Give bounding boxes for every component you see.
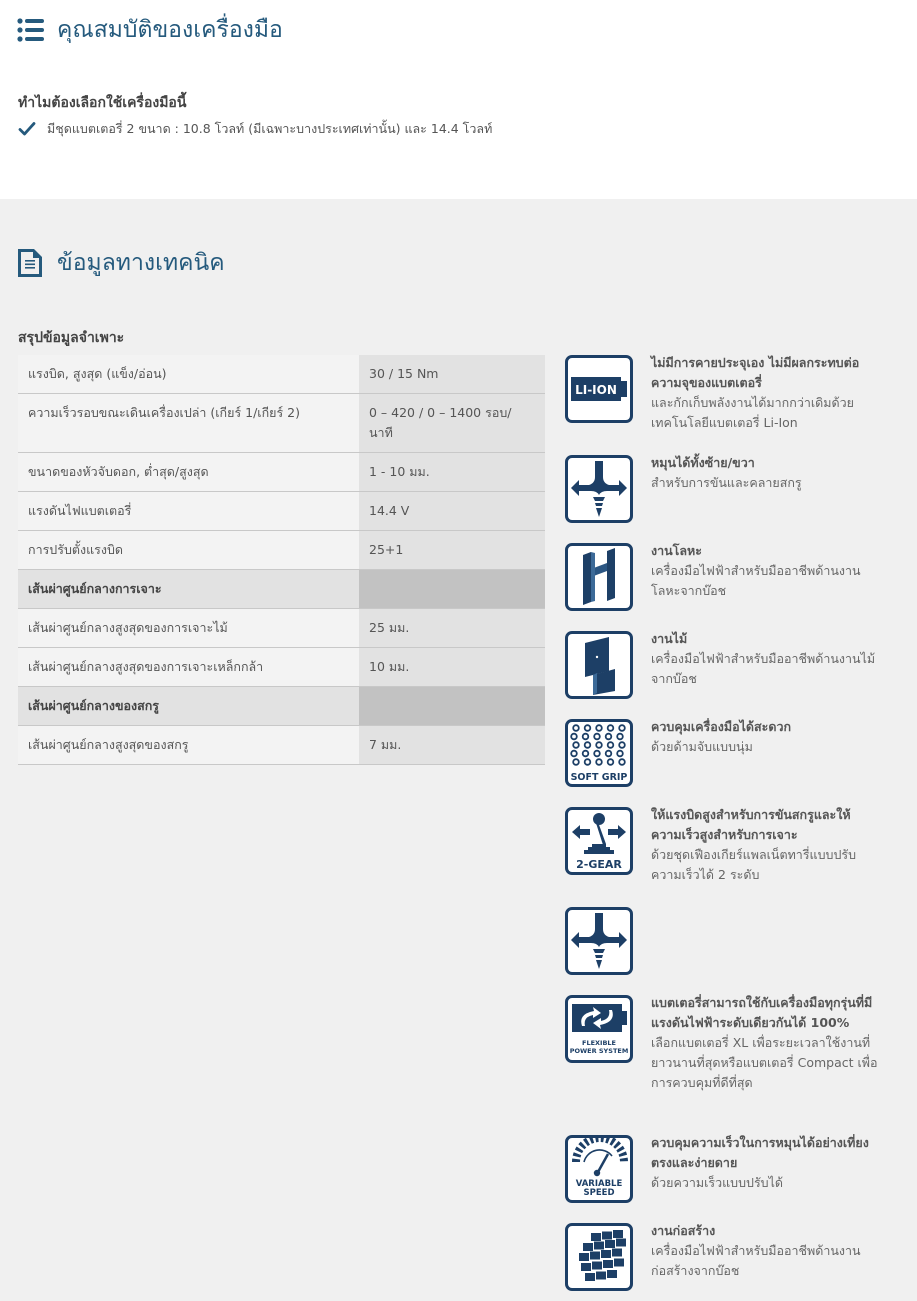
brick xyxy=(607,1270,617,1278)
spec-value: 30 / 15 Nm xyxy=(359,355,545,394)
feature-title: ไม่มีการคายประจุเอง ไม่มีผลกระทบต่อความจุของแบตเตอรี่ xyxy=(651,355,860,390)
feature-item xyxy=(565,455,895,523)
spec-value: 0 – 420 / 0 – 1400 รอบ/นาที xyxy=(359,394,545,453)
feature-item xyxy=(565,807,895,885)
grip-dot xyxy=(594,751,600,757)
metal-work-icon xyxy=(565,543,633,611)
table-row xyxy=(18,531,545,570)
grip-dot xyxy=(583,734,589,740)
spec-value: 10 มม. xyxy=(359,648,545,687)
icon-label: VARIABLE xyxy=(575,1179,623,1189)
feature-item xyxy=(565,1223,895,1291)
feature-title: หมุนได้ทั้งซ้าย/ขวา xyxy=(651,455,755,470)
grip-dot xyxy=(585,759,591,765)
grip-dot xyxy=(585,725,591,731)
brick xyxy=(616,1239,626,1247)
grip-dot xyxy=(608,725,614,731)
table-group-row xyxy=(18,687,545,726)
spec-label: ความเร็วรอบขณะเดินเครื่องเปล่า (เกียร์ 1/เกียร์ 2) xyxy=(18,394,359,453)
icon-label: SPEED xyxy=(583,1188,615,1198)
table-row xyxy=(18,648,545,687)
grip-dot xyxy=(573,759,579,765)
list-icon xyxy=(17,15,47,45)
grip-dot xyxy=(596,742,602,748)
feature-desc: ด้วยความเร็วแบบปรับได้ xyxy=(651,1175,784,1190)
spec-label: เส้นผ่าศูนย์กลางสูงสุดของสกรู xyxy=(18,726,359,765)
feature-item xyxy=(565,631,895,699)
spec-group-label: เส้นผ่าศูนย์กลางการเจาะ xyxy=(18,570,359,609)
feature-desc: เครื่องมือไฟฟ้าสำหรับมืออาชีพด้านงานก่อสร้างจากบ๊อช xyxy=(651,1243,861,1278)
spec-value: 14.4 V xyxy=(359,492,545,531)
grip-dot xyxy=(596,725,602,731)
table-row xyxy=(18,492,545,531)
table-row xyxy=(18,453,545,492)
feature-item xyxy=(565,719,895,787)
tech-section-header xyxy=(17,245,225,281)
why-item-text: มีชุดแบตเตอรี่ 2 ขนาด : 10.8 โวลท์ (มีเฉพาะบางประเทศเท่านั้น) และ 14.4 โวลท์ xyxy=(47,121,493,136)
rotation-left-right-icon xyxy=(565,907,633,975)
feature-title: ให้แรงบิดสูงสำหรับการขันสกรูและให้ความเร็วสูงสำหรับการเจาะ xyxy=(651,807,851,842)
variable-speed-icon xyxy=(565,1135,633,1203)
feature-item xyxy=(565,1135,895,1203)
feature-desc: และกักเก็บพลังงานได้มากกว่าเดิมด้วยเทคโนโลยีแบตเตอรี่ Li-Ion xyxy=(651,395,854,430)
li-ion-battery-icon xyxy=(565,355,633,423)
brick xyxy=(601,1250,611,1258)
checkmark-icon xyxy=(18,120,36,138)
icon-label: LI-ION xyxy=(575,383,617,397)
grip-dot xyxy=(583,751,589,757)
spec-value xyxy=(359,687,545,726)
brick xyxy=(583,1243,593,1251)
feature-desc: เครื่องมือไฟฟ้าสำหรับมืออาชีพด้านงานโลหะจากบ๊อช xyxy=(651,563,861,598)
spec-value: 7 มม. xyxy=(359,726,545,765)
spec-summary-heading: สรุปข้อมูลจำเพาะ xyxy=(18,330,125,346)
feature-item xyxy=(565,995,895,1093)
brick xyxy=(585,1273,595,1281)
feature-desc: เลือกแบตเตอรี่ XL เพื่อระยะเวลาใช้งานที่ยาวนานที่สุดหรือแบตเตอรี่ Compact เพื่อการควบคุมที่ดีที่สุด xyxy=(651,1035,878,1090)
spec-value: 25 มม. xyxy=(359,609,545,648)
feature-item xyxy=(565,355,895,433)
spec-label: เส้นผ่าศูนย์กลางสูงสุดของการเจาะไม้ xyxy=(18,609,359,648)
table-row xyxy=(18,394,545,453)
spec-label: การปรับตั้งแรงบิด xyxy=(18,531,359,570)
table-row xyxy=(18,726,545,765)
grip-dot xyxy=(617,751,623,757)
wood-work-icon xyxy=(565,631,633,699)
two-gear-icon xyxy=(565,807,633,875)
icon-label: 2-GEAR xyxy=(576,858,622,871)
tool-features-section xyxy=(0,0,917,199)
grip-dot xyxy=(608,742,614,748)
brick xyxy=(591,1233,601,1241)
grip-dot xyxy=(608,759,614,765)
brick xyxy=(602,1232,612,1240)
brick xyxy=(590,1252,600,1260)
spec-group-label: เส้นผ่าศูนย์กลางของสกรู xyxy=(18,687,359,726)
spec-label: แรงบิด, สูงสุด (แข็ง/อ่อน) xyxy=(18,355,359,394)
icon-label: POWER SYSTEM xyxy=(569,1047,629,1055)
features-section-title: คุณสมบัติของเครื่องมือ xyxy=(57,17,283,43)
spec-label: เส้นผ่าศูนย์กลางสูงสุดของการเจาะเหล็กกล้า xyxy=(18,648,359,687)
why-list-item xyxy=(18,119,492,139)
table-row xyxy=(18,609,545,648)
brick xyxy=(613,1230,623,1238)
feature-item xyxy=(565,907,895,975)
brick xyxy=(592,1262,602,1270)
brick xyxy=(603,1260,613,1268)
icon-label: SOFT GRIP xyxy=(570,772,628,783)
spec-label: ขนาดของหัวจับดอก, ต่ำสุด/สูงสุด xyxy=(18,453,359,492)
rotation-left-right-icon xyxy=(565,455,633,523)
brick xyxy=(614,1259,624,1267)
grip-dot xyxy=(573,725,579,731)
flexible-power-system-icon xyxy=(565,995,633,1063)
brick xyxy=(594,1242,604,1250)
brick xyxy=(612,1249,622,1257)
feature-desc: ด้วยชุดเฟืองเกียร์แพลเน็ตทารี่แบบปรับความเร็วได้ 2 ระดับ xyxy=(651,847,857,882)
feature-title: แบตเตอรี่สามารถใช้กับเครื่องมือทุกรุ่นที่มีแรงดันไฟฟ้าระดับเดียวกันได้ 100% xyxy=(651,995,873,1030)
spec-value: 25+1 xyxy=(359,531,545,570)
feature-title: งานโลหะ xyxy=(651,543,702,558)
why-heading: ทำไมต้องเลือกใช้เครื่องมือนี้ xyxy=(18,95,187,111)
grip-dot xyxy=(594,734,600,740)
masonry-work-icon xyxy=(565,1223,633,1291)
grip-dot xyxy=(619,742,625,748)
brick xyxy=(596,1272,606,1280)
spec-label: แรงดันไฟแบตเตอรี่ xyxy=(18,492,359,531)
spec-value: 1 - 10 มม. xyxy=(359,453,545,492)
tech-section-title: ข้อมูลทางเทคนิค xyxy=(57,250,225,276)
feature-desc: ด้วยด้ามจับแบบนุ่ม xyxy=(651,739,753,754)
grip-dot xyxy=(571,751,577,757)
icon-label: FLEXIBLE xyxy=(582,1039,616,1047)
grip-dot xyxy=(606,751,612,757)
spec-table xyxy=(18,355,545,765)
brick xyxy=(605,1240,615,1248)
grip-dot xyxy=(619,759,625,765)
feature-desc: เครื่องมือไฟฟ้าสำหรับมืออาชีพด้านงานไม้จากบ๊อช xyxy=(651,651,876,686)
grip-dot xyxy=(573,742,579,748)
soft-grip-icon xyxy=(565,719,633,787)
grip-dot xyxy=(606,734,612,740)
brick xyxy=(581,1263,591,1271)
grip-dot xyxy=(619,725,625,731)
feature-title: งานไม้ xyxy=(651,631,688,646)
table-group-row xyxy=(18,570,545,609)
grip-dot xyxy=(596,759,602,765)
feature-title: งานก่อสร้าง xyxy=(651,1223,716,1238)
technical-data-section xyxy=(0,199,917,1301)
grip-dot xyxy=(571,734,577,740)
features-section-header xyxy=(17,12,283,48)
brick xyxy=(579,1253,589,1261)
grip-dot xyxy=(585,742,591,748)
spec-value xyxy=(359,570,545,609)
grip-dot xyxy=(617,734,623,740)
table-row xyxy=(18,355,545,394)
document-icon xyxy=(17,248,47,278)
feature-item xyxy=(565,543,895,611)
feature-desc: สำหรับการขันและคลายสกรู xyxy=(651,475,802,490)
feature-title: ควบคุมเครื่องมือได้สะดวก xyxy=(651,719,792,734)
feature-title: ควบคุมความเร็วในการหมุนได้อย่างเที่ยงตรงและง่ายดาย xyxy=(651,1135,869,1170)
